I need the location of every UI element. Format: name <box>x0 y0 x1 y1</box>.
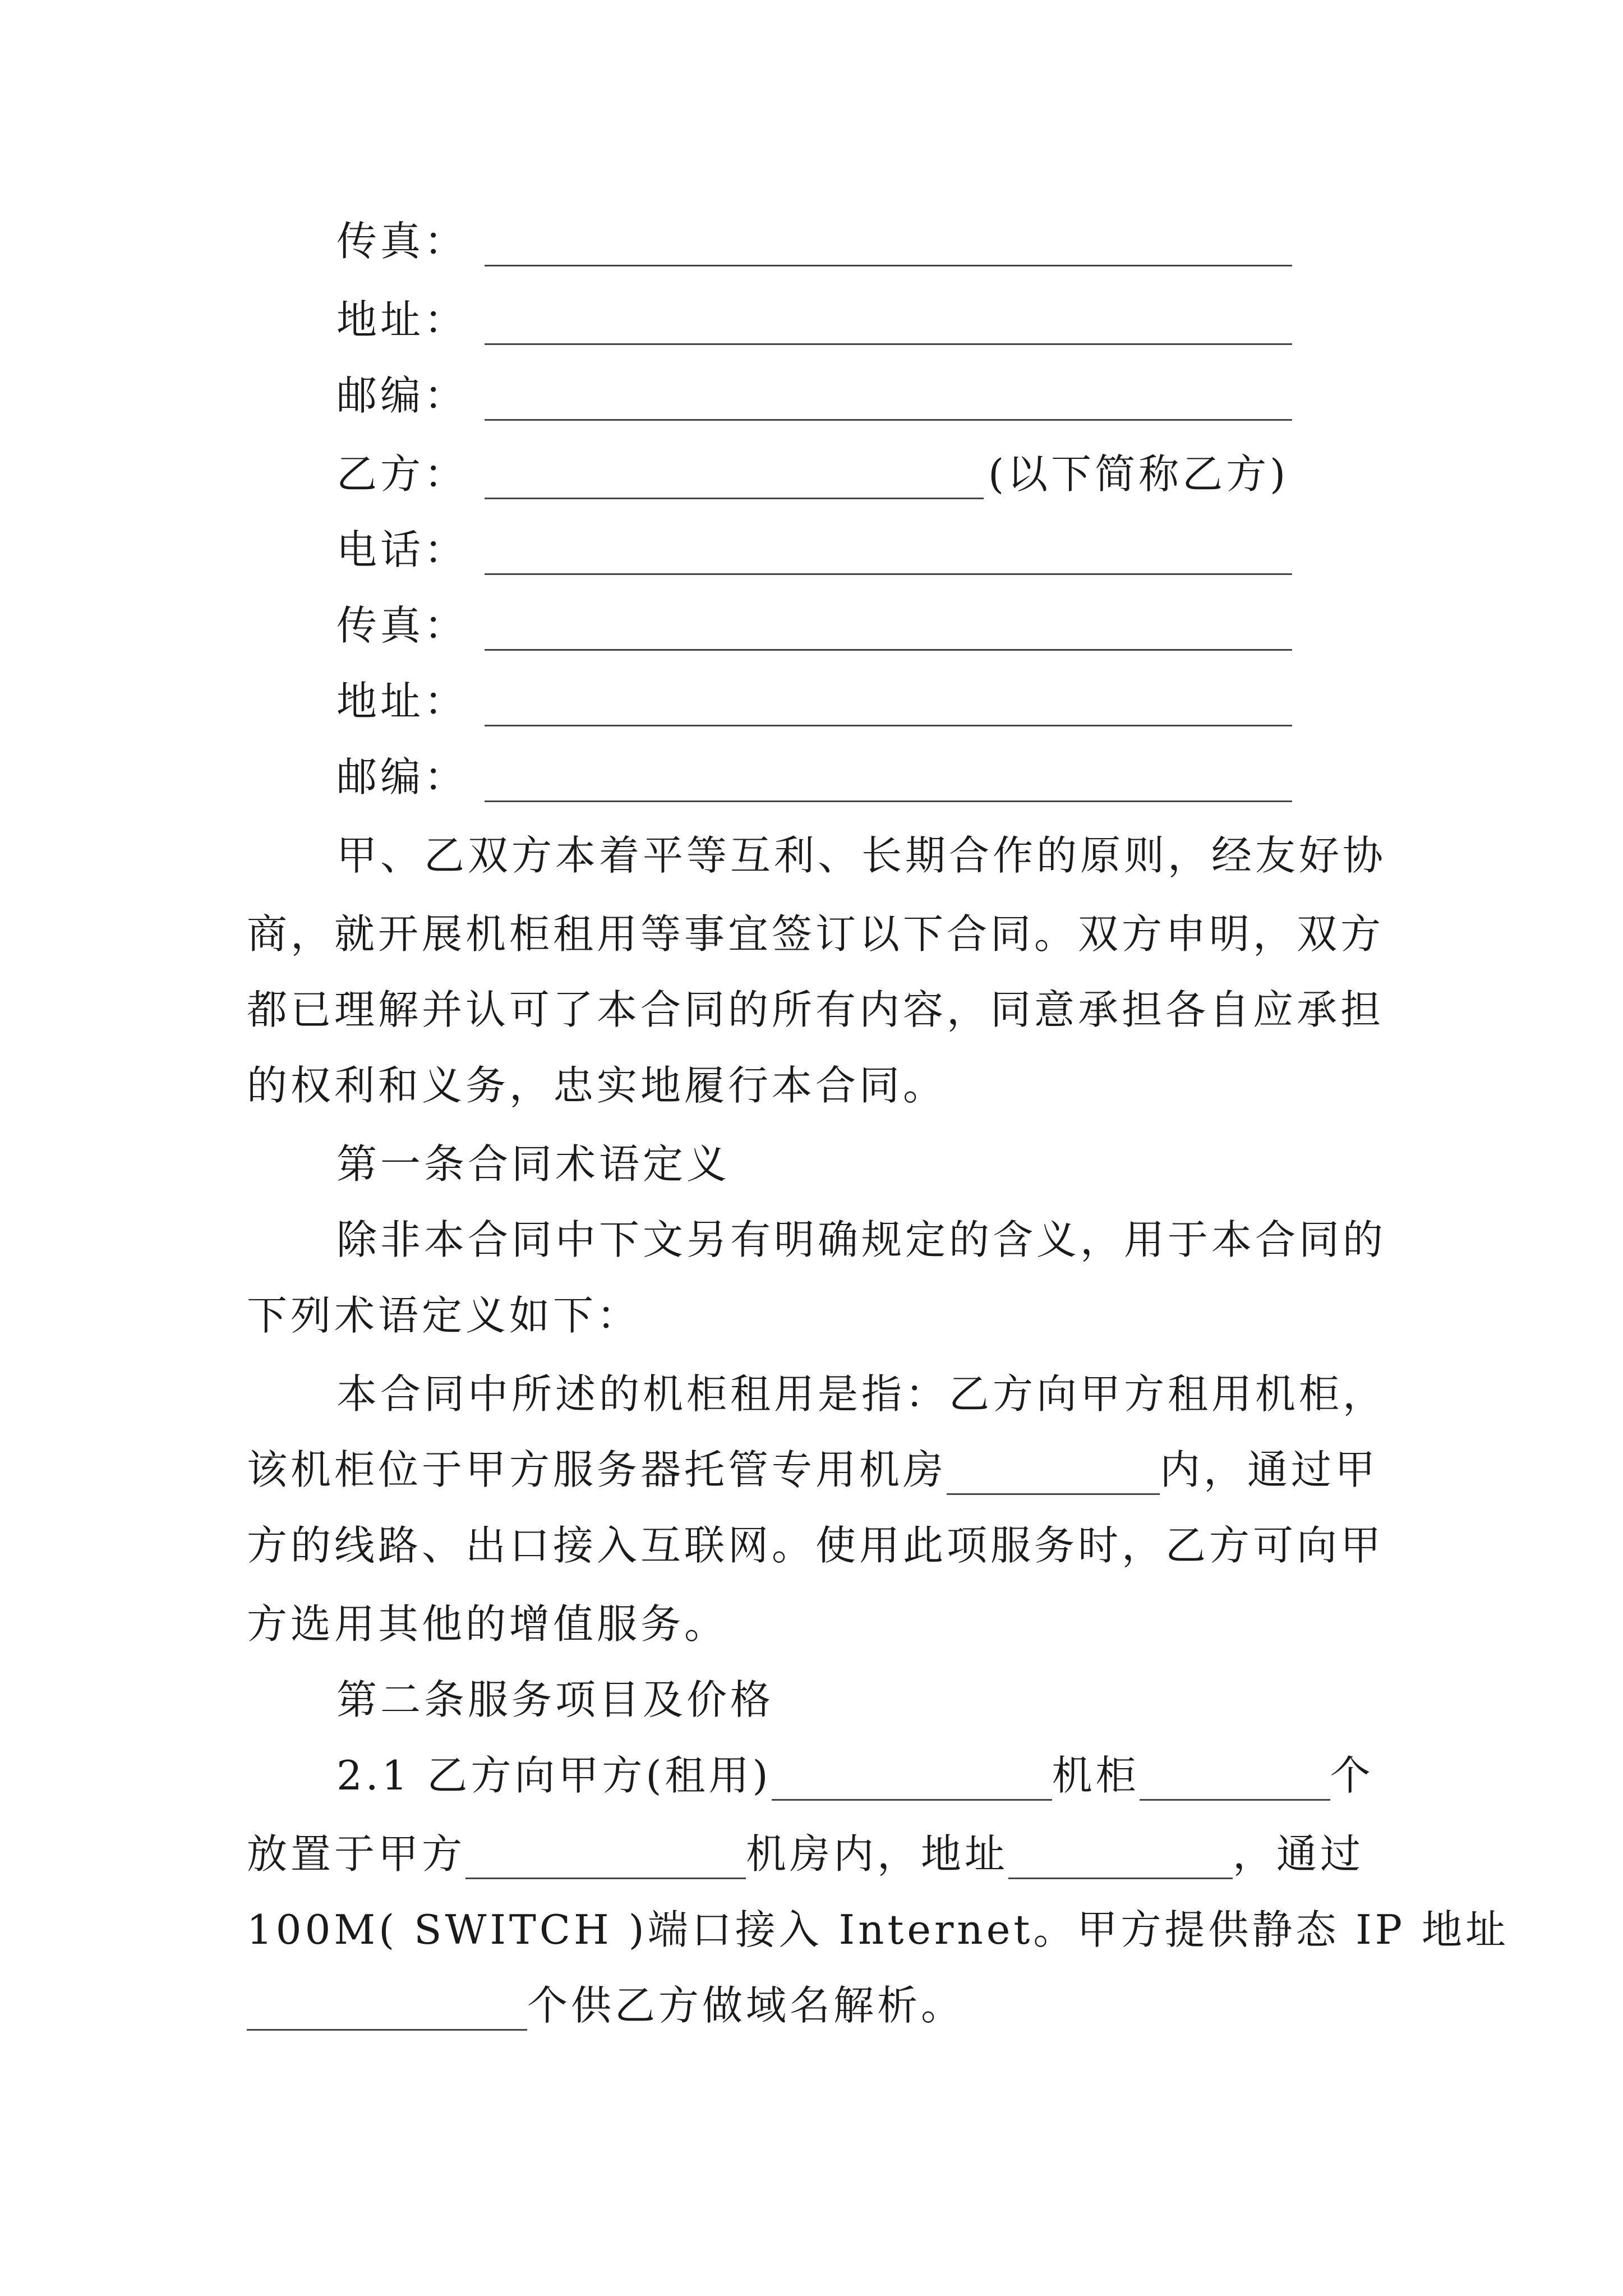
field-label: 传真： <box>336 218 468 265</box>
field-label: 地址： <box>336 296 468 343</box>
fill-blank <box>247 1994 527 2031</box>
paragraph-line <box>247 1444 1378 1495</box>
fill-blank <box>772 1764 1052 1801</box>
fill-blank <box>485 309 1292 345</box>
fill-blank <box>485 230 1292 266</box>
field-label: 乙方： <box>336 450 468 498</box>
fill-blank <box>465 1843 746 1879</box>
paragraph-line: 甲、乙双方本着平等互利、长期合作的原则，经友好协 <box>336 832 1387 879</box>
article-heading: 第一条合同术语定义 <box>336 1140 731 1188</box>
paragraph-line: 下列术语定义如下： <box>247 1292 641 1339</box>
party-b-fax-row <box>336 600 1297 651</box>
field-label: 邮编： <box>336 372 468 419</box>
paragraph-line: 都已理解并认可了本合同的所有内容，同意承担各自应承担 <box>247 986 1385 1033</box>
fill-blank <box>485 690 1292 726</box>
fill-blank <box>485 463 984 499</box>
party-b-suffix: (以下简称乙方) <box>988 450 1289 498</box>
fill-blank <box>485 539 1292 575</box>
field-label: 地址： <box>336 678 468 725</box>
text-segment: 个供乙方做域名解析。 <box>527 1982 965 2029</box>
text-segment: 机柜 <box>1052 1752 1140 1799</box>
fill-blank <box>947 1458 1160 1495</box>
paragraph-line <box>247 1980 965 2031</box>
field-label: 电话： <box>336 526 468 573</box>
party-a-postcode-row <box>336 370 1297 421</box>
text-segment: 2.1 乙方向甲方(租用) <box>336 1752 772 1799</box>
paragraph-line: 100M( SWITCH )端口接入 Internet。甲方提供静态 IP 地址 <box>247 1906 1510 1953</box>
field-label: 传真： <box>336 602 468 649</box>
party-a-fax-row <box>336 216 1297 266</box>
paragraph-line <box>247 1829 1364 1879</box>
text-segment: 放置于甲方 <box>247 1830 466 1878</box>
field-label: 邮编： <box>336 753 468 800</box>
fill-blank <box>485 614 1292 651</box>
paragraph-line: 方选用其他的增值服务。 <box>247 1600 728 1648</box>
fill-blank <box>485 766 1292 802</box>
fill-blank <box>485 384 1292 421</box>
text-segment: 内，通过甲 <box>1160 1446 1379 1493</box>
fill-blank <box>1140 1764 1330 1801</box>
party-b-phone-row <box>336 524 1297 575</box>
article-heading: 第二条服务项目及价格 <box>336 1676 774 1723</box>
paragraph-line: 本合同中所述的机柜租用是指：乙方向甲方租用机柜， <box>336 1370 1387 1418</box>
paragraph-line: 方的线路、出口接入互联网。使用此项服务时，乙方可向甲 <box>247 1522 1385 1569</box>
paragraph-line: 商，就开展机柜租用等事宜签订以下合同。双方申明，双方 <box>247 910 1385 958</box>
party-b-row <box>336 449 1289 499</box>
fill-blank <box>1008 1843 1233 1879</box>
party-b-postcode-row <box>336 752 1297 802</box>
party-b-address-row <box>336 676 1297 726</box>
text-segment: 该机柜位于甲方服务器托管专用机房 <box>247 1446 947 1493</box>
paragraph-line: 的权利和义务，忠实地履行本合同。 <box>247 1062 947 1109</box>
text-segment: 机房内，地址 <box>746 1830 1009 1878</box>
text-segment: 个 <box>1330 1752 1374 1799</box>
paragraph-line: 除非本合同中下文另有明确规定的含义，用于本合同的 <box>336 1216 1387 1263</box>
paragraph-line <box>336 1750 1374 1801</box>
text-segment: ，通过 <box>1233 1830 1364 1878</box>
party-a-address-row <box>336 295 1297 345</box>
